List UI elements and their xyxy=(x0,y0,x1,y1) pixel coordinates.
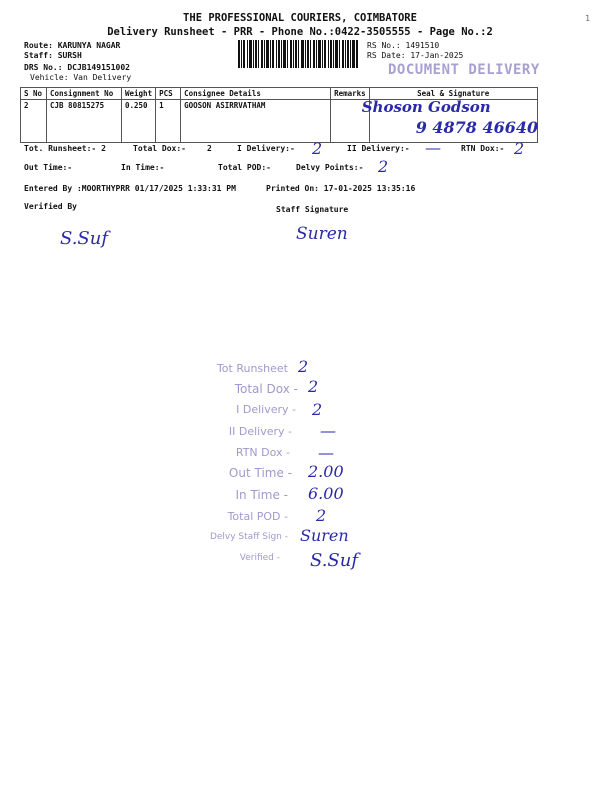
staff-signature: Suren xyxy=(296,224,348,244)
ii-delivery-label: II Delivery:- xyxy=(347,144,410,153)
verified-signature: S.Suf xyxy=(60,228,108,249)
cell-weight: 0.250 xyxy=(122,100,156,143)
in-time-label: In Time:- xyxy=(121,163,165,172)
route-label: Route: KARUNYA NAGAR xyxy=(24,41,121,50)
staff-label: Staff: SURSH xyxy=(24,51,82,60)
i-delivery-label: I Delivery:- xyxy=(237,144,295,153)
col-sno: S No xyxy=(21,88,47,100)
tot-runsheet: Tot. Runsheet:- 2 xyxy=(24,144,106,153)
stamp-label-total-pod: Total POD - xyxy=(227,510,288,523)
drs-number: DRS No.: DCJB149151002 xyxy=(24,63,130,72)
stamp-label-out-time: Out Time - xyxy=(228,466,292,480)
i-delivery-handwritten: 2 xyxy=(312,139,323,158)
stamp-value-in-time: 6.00 xyxy=(308,484,344,503)
stamp-value-tot-runsheet: 2 xyxy=(298,357,309,376)
document-delivery-stamp: DOCUMENT DELIVERY xyxy=(388,62,540,78)
ii-delivery-handwritten: — xyxy=(425,138,441,157)
stamp-value-out-time: 2.00 xyxy=(308,462,344,481)
total-dox-value: 2 xyxy=(207,144,212,153)
col-pcs: PCS xyxy=(156,88,181,100)
stamp-value-rtn-dox: — xyxy=(318,443,334,462)
page-corner-mark: 1 xyxy=(585,14,590,23)
out-time-label: Out Time:- xyxy=(24,163,73,172)
delvy-points-handwritten: 2 xyxy=(378,157,389,176)
stamp-label-ii-delivery: II Delivery - xyxy=(228,425,292,438)
stamp-label-staff-sign: Delvy Staff Sign - xyxy=(209,532,288,542)
barcode-image xyxy=(238,40,358,68)
stamp-label-i-delivery: I Delivery - xyxy=(236,403,296,416)
rtn-dox-handwritten: 2 xyxy=(514,139,525,158)
receiver-phone: 9 4878 46640 xyxy=(415,118,539,137)
stamp-value-staff-sign: Suren xyxy=(300,526,349,545)
staff-signature-label: Staff Signature xyxy=(276,205,349,214)
vehicle-label: Vehicle: Van Delivery xyxy=(30,73,132,82)
cell-signature xyxy=(361,98,539,143)
col-consignment: Consignment No xyxy=(47,88,122,100)
consignment-table xyxy=(20,87,538,143)
col-weight: Weight xyxy=(122,88,156,100)
stamp-label-rtn-dox: RTN Dox - xyxy=(235,446,290,459)
col-seal-signature: Seal & Signature xyxy=(369,88,537,100)
table-row xyxy=(21,100,538,143)
rs-number: RS No.: 1491510 xyxy=(367,41,440,50)
col-consignee: Consignee Details xyxy=(181,88,331,100)
cell-consignee: GOOSON ASIRRVATHAM xyxy=(181,100,331,143)
stamp-value-i-delivery: 2 xyxy=(312,400,323,419)
receiver-signature: Shoson Godson xyxy=(361,98,491,116)
total-dox-label: Total Dox:- xyxy=(133,144,186,153)
cell-sno: 2 xyxy=(21,100,47,143)
printed-on: Printed On: 17-01-2025 13:35:16 xyxy=(266,184,416,193)
delvy-points-label: Delvy Points:- xyxy=(296,163,364,172)
stamp-label-tot-runsheet: Tot Runsheet xyxy=(216,362,288,375)
cell-consignment: CJB 80815275 xyxy=(47,100,122,143)
rtn-dox-label: RTN Dox:- xyxy=(461,144,505,153)
stamp-label-in-time: In Time - xyxy=(235,488,288,502)
company-title: THE PROFESSIONAL COURIERS, COIMBATORE xyxy=(183,12,417,24)
stamp-value-ii-delivery: — xyxy=(320,421,336,440)
verified-by-label: Verified By xyxy=(24,202,77,211)
col-remarks: Remarks xyxy=(331,88,370,100)
runsheet-title: Delivery Runsheet - PRR - Phone No.:0422-3505555 - Page No.:2 xyxy=(107,26,493,38)
entered-by: Entered By :MOORTHYPRR 01/17/2025 1:33:31 PM xyxy=(24,184,236,193)
stamp-value-total-dox: 2 xyxy=(308,377,319,396)
total-pod-label: Total POD:- xyxy=(218,163,271,172)
stamp-value-verified: S.Suf xyxy=(310,550,358,571)
stamp-value-total-pod: 2 xyxy=(316,506,327,525)
cell-pcs: 1 xyxy=(156,100,181,143)
rs-date: RS Date: 17-Jan-2025 xyxy=(367,51,464,60)
stamp-label-verified: Verified - xyxy=(239,553,280,563)
stamp-label-total-dox: Total Dox - xyxy=(234,382,298,396)
